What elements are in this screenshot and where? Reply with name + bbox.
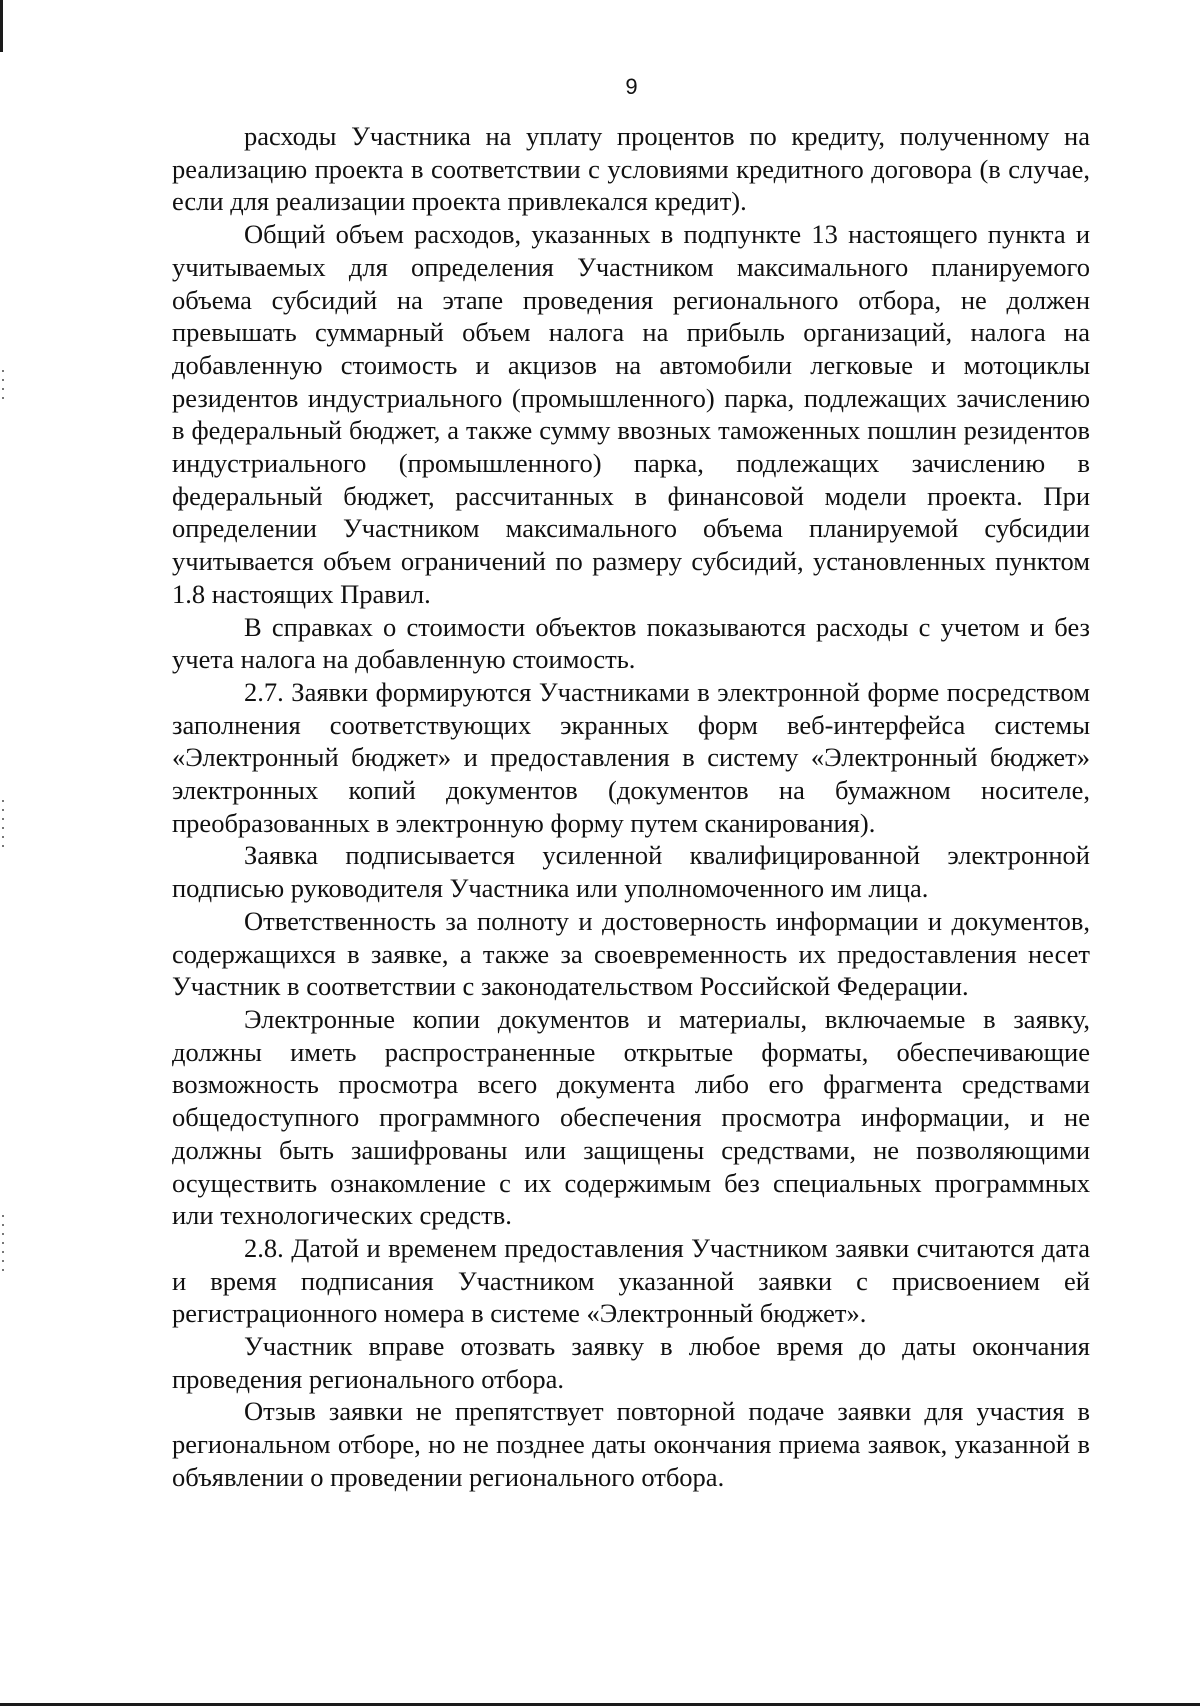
paragraph: Общий объем расходов, указанных в подпункте 13 настоящего пункта и учитываемых для определения Участником максимального планируемого объема субсидий на этапе проведения регионального отбора, не должен превышать суммарный объем налога на прибыль организаций, налога на добавленную стоимость и акцизов на автомобили легковые и мотоциклы резидентов индустриального (промышленного) парка, подлежащих зачислению в федеральный бюджет, а также сумму ввозных таможенных пошлин резидентов индустриального (промышленного) парка, подлежащих зачислению в федеральный бюджет, рассчитанных в финансовой модели проекта. При определении Участником максимального объема планируемой субсидии учитывается объем ограничений по размеру субсидий, установленных пунктом 1.8 настоящих Правил.	[172, 219, 1090, 609]
paragraph: 2.7. Заявки формируются Участниками в электронной форме посредством заполнения соответствующих экранных форм веб-интерфейса системы «Электронный бюджет» и предоставления в систему «Электронный бюджет» электронных копий документов (документов на бумажном носителе, преобразованных в электронную форму путем сканирования).	[172, 676, 1090, 838]
page-number: 9	[625, 74, 638, 99]
scan-edge-left	[0, 0, 3, 52]
paragraph: Ответственность за полноту и достоверность информации и документов, содержащихся в заявке, а также за своевременность их предоставления несет Участник в соответствии с законодательством Российской Федерации.	[172, 905, 1090, 1002]
paragraph: В справках о стоимости объектов показываются расходы с учетом и без учета налога на добавленную стоимость.	[172, 611, 1090, 675]
paragraph: Электронные копии документов и материалы, включаемые в заявку, должны иметь распространенные открытые форматы, обеспечивающие возможность просмотра всего документа либо его фрагмента средствами общедоступного программного обеспечения просмотра информации, и не должны быть зашифрованы или защищены средствами, не позволяющими осуществить ознакомление с их содержимым без специальных программных или технологических средств.	[172, 1003, 1090, 1231]
paragraph: 2.8. Датой и временем предоставления Участником заявки считаются дата и время подписания Участником указанной заявки с присвоением ей регистрационного номера в системе «Электронный бюджет».	[172, 1232, 1090, 1329]
paragraph: Заявка подписывается усиленной квалифицированной электронной подписью руководителя Участника или уполномоченного им лица.	[172, 840, 1090, 904]
scan-artifact	[2, 370, 4, 400]
scan-artifact	[2, 1215, 4, 1275]
paragraph: Отзыв заявки не препятствует повторной подаче заявки для участия в региональном отборе, но не позднее даты окончания приема заявок, указанной в объявлении о проведении регионального отбора.	[172, 1396, 1090, 1492]
document-body	[172, 120, 1090, 1494]
scan-artifact	[2, 800, 4, 850]
paragraph: Участник вправе отозвать заявку в любое время до даты окончания проведения регионального отбора.	[172, 1331, 1090, 1394]
paragraph: расходы Участника на уплату процентов по кредиту, полученному на реализацию проекта в соответствии с условиями кредитного договора (в случае, если для реализации проекта привлекался кредит).	[172, 121, 1090, 217]
